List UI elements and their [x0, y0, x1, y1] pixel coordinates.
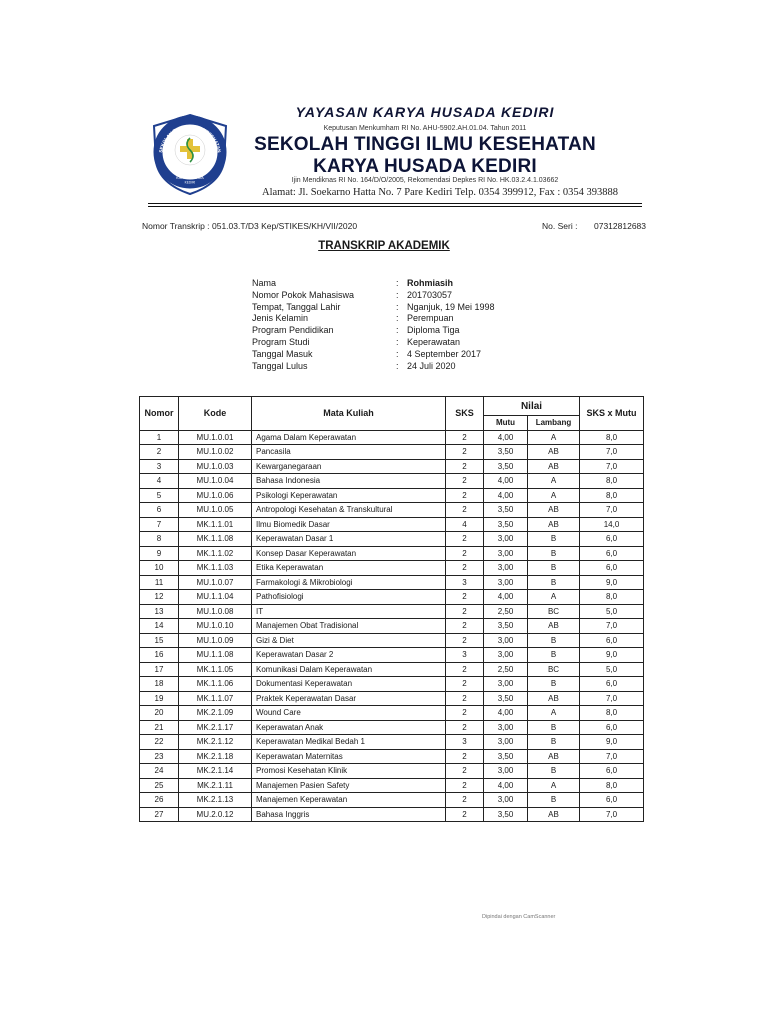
table-row: [140, 474, 644, 489]
table-row: [140, 691, 644, 706]
grade-mutu: 3,00: [484, 633, 528, 648]
table-row: [140, 561, 644, 576]
course-sks: 3: [446, 735, 484, 750]
grade-mutu: 3,00: [484, 735, 528, 750]
row-number: 10: [140, 561, 179, 576]
course-name: Agama Dalam Keperawatan: [252, 430, 446, 445]
grade-lambang: A: [528, 474, 580, 489]
colon: :: [396, 336, 399, 347]
sks-times-mutu: 6,0: [580, 764, 644, 779]
grade-mutu: 3,50: [484, 459, 528, 474]
row-number: 26: [140, 793, 179, 808]
label-entry: Tanggal Masuk: [252, 348, 313, 359]
course-sks: 2: [446, 445, 484, 460]
course-name: Kewarganegaraan: [252, 459, 446, 474]
course-sks: 2: [446, 677, 484, 692]
course-name: Keperawatan Dasar 2: [252, 648, 446, 663]
table-row: [140, 604, 644, 619]
course-sks: 2: [446, 430, 484, 445]
grade-lambang: AB: [528, 459, 580, 474]
course-name: Gizi & Diet: [252, 633, 446, 648]
sks-times-mutu: 5,0: [580, 662, 644, 677]
row-number: 3: [140, 459, 179, 474]
header-mutu: Mutu: [484, 416, 528, 431]
course-sks: 3: [446, 648, 484, 663]
student-study: Keperawatan: [407, 336, 461, 347]
table-row: [140, 445, 644, 460]
grade-mutu: 3,50: [484, 749, 528, 764]
grade-mutu: 3,00: [484, 561, 528, 576]
course-code: MK.1.1.07: [179, 691, 252, 706]
course-name: Manajemen Pasien Safety: [252, 778, 446, 793]
serial-number: 07312812683: [594, 221, 647, 231]
header-divider: [148, 203, 642, 204]
course-code: MU.1.0.04: [179, 474, 252, 489]
course-code: MU.1.1.08: [179, 648, 252, 663]
sks-times-mutu: 6,0: [580, 561, 644, 576]
course-name: Pancasila: [252, 445, 446, 460]
sks-times-mutu: 7,0: [580, 503, 644, 518]
header-nilai: Nilai: [484, 397, 580, 416]
grades-table: [139, 396, 644, 822]
grade-lambang: A: [528, 430, 580, 445]
row-number: 2: [140, 445, 179, 460]
course-sks: 2: [446, 720, 484, 735]
course-name: Keperawatan Maternitas: [252, 749, 446, 764]
row-number: 6: [140, 503, 179, 518]
row-number: 20: [140, 706, 179, 721]
course-code: MU.1.0.01: [179, 430, 252, 445]
student-name: Rohmiasih: [407, 278, 454, 288]
course-code: MK.2.1.13: [179, 793, 252, 808]
row-number: 21: [140, 720, 179, 735]
course-code: MU.1.0.06: [179, 488, 252, 503]
grade-lambang: B: [528, 546, 580, 561]
course-name: Komunikasi Dalam Keperawatan: [252, 662, 446, 677]
colon: :: [396, 360, 399, 371]
header-sks-mutu: SKS x Mutu: [580, 397, 644, 431]
grade-lambang: A: [528, 778, 580, 793]
table-row: [140, 778, 644, 793]
row-number: 16: [140, 648, 179, 663]
grade-lambang: AB: [528, 691, 580, 706]
course-name: Bahasa Inggris: [252, 807, 446, 822]
grade-mutu: 3,50: [484, 517, 528, 532]
header-course: Mata Kuliah: [252, 397, 446, 431]
course-code: MK.2.1.14: [179, 764, 252, 779]
grade-lambang: B: [528, 532, 580, 547]
sks-times-mutu: 5,0: [580, 604, 644, 619]
student-entry: 4 September 2017: [407, 348, 482, 359]
table-row: [140, 706, 644, 721]
student-gender: Perempuan: [407, 313, 454, 324]
permit-line: Ijin Mendiknas RI No. 164/D/O/2005, Rekomendasi Depkes RI No. HK.03.2.4.1.03662: [291, 177, 559, 184]
school-logo: [148, 112, 232, 196]
course-code: MK.2.1.12: [179, 735, 252, 750]
row-number: 19: [140, 691, 179, 706]
student-info-values: [407, 278, 495, 372]
grade-mutu: 4,00: [484, 430, 528, 445]
table-row: [140, 619, 644, 634]
sks-times-mutu: 14,0: [580, 517, 644, 532]
course-sks: 2: [446, 662, 484, 677]
grade-mutu: 3,50: [484, 807, 528, 822]
grade-mutu: 3,50: [484, 619, 528, 634]
course-code: MK.1.1.03: [179, 561, 252, 576]
table-row: [140, 633, 644, 648]
course-name: Keperawatan Medikal Bedah 1: [252, 735, 446, 750]
sks-times-mutu: 8,0: [580, 590, 644, 605]
grade-mutu: 3,00: [484, 764, 528, 779]
course-name: Dokumentasi Keperawatan: [252, 677, 446, 692]
sks-times-mutu: 7,0: [580, 459, 644, 474]
row-number: 4: [140, 474, 179, 489]
sks-times-mutu: 7,0: [580, 691, 644, 706]
course-code: MU.1.1.04: [179, 590, 252, 605]
course-code: MK.2.1.17: [179, 720, 252, 735]
header-sks: SKS: [446, 397, 484, 431]
grade-lambang: B: [528, 575, 580, 590]
grade-mutu: 4,00: [484, 706, 528, 721]
grade-mutu: 4,00: [484, 488, 528, 503]
colon: :: [396, 313, 399, 324]
grade-mutu: 3,50: [484, 445, 528, 460]
grade-lambang: A: [528, 706, 580, 721]
row-number: 23: [140, 749, 179, 764]
grade-mutu: 4,00: [484, 474, 528, 489]
grades-body: [140, 430, 644, 822]
transcript-number-label: Nomor Transkrip :: [142, 221, 210, 231]
sks-times-mutu: 7,0: [580, 619, 644, 634]
decree-line: Keputusan Menkumham RI No. AHU-5902.AH.01.04. Tahun 2011: [323, 125, 527, 132]
row-number: 9: [140, 546, 179, 561]
table-row: [140, 720, 644, 735]
sks-times-mutu: 9,0: [580, 648, 644, 663]
row-number: 1: [140, 430, 179, 445]
course-sks: 2: [446, 488, 484, 503]
sks-times-mutu: 6,0: [580, 532, 644, 547]
course-name: Antropologi Kesehatan & Transkultural: [252, 503, 446, 518]
label-graduation: Tanggal Lulus: [252, 360, 308, 371]
grade-lambang: AB: [528, 445, 580, 460]
course-name: Pathofisiologi: [252, 590, 446, 605]
sks-times-mutu: 8,0: [580, 488, 644, 503]
row-number: 15: [140, 633, 179, 648]
course-code: MU.1.0.03: [179, 459, 252, 474]
course-name: IT: [252, 604, 446, 619]
course-sks: 2: [446, 546, 484, 561]
label-program: Program Pendidikan: [252, 325, 334, 336]
course-sks: 2: [446, 778, 484, 793]
table-row: [140, 546, 644, 561]
course-code: MU.1.0.02: [179, 445, 252, 460]
row-number: 14: [140, 619, 179, 634]
sks-times-mutu: 6,0: [580, 677, 644, 692]
table-row: [140, 488, 644, 503]
sks-times-mutu: 8,0: [580, 474, 644, 489]
course-sks: 4: [446, 517, 484, 532]
course-code: MK.1.1.08: [179, 532, 252, 547]
row-number: 5: [140, 488, 179, 503]
table-row: [140, 793, 644, 808]
row-number: 8: [140, 532, 179, 547]
serial-number-label: No. Seri :: [542, 221, 578, 231]
grade-mutu: 3,00: [484, 546, 528, 561]
course-code: MK.1.1.02: [179, 546, 252, 561]
row-number: 22: [140, 735, 179, 750]
course-code: MK.1.1.06: [179, 677, 252, 692]
colon: :: [396, 325, 399, 336]
school-name-line1: SEKOLAH TINGGI ILMU KESEHATAN: [254, 134, 596, 155]
logo-sub2: KEDIRI: [184, 180, 196, 185]
transcript-number: 051.03.T/D3 Kep/STIKES/KH/VII/2020: [212, 221, 358, 231]
table-row: [140, 648, 644, 663]
table-row: [140, 749, 644, 764]
sks-times-mutu: 7,0: [580, 749, 644, 764]
header-divider-thin: [148, 206, 642, 207]
grade-mutu: 3,50: [484, 503, 528, 518]
grade-lambang: AB: [528, 619, 580, 634]
table-row: [140, 575, 644, 590]
table-row: [140, 807, 644, 822]
course-code: MU.1.0.10: [179, 619, 252, 634]
course-name: Praktek Keperawatan Dasar: [252, 691, 446, 706]
document-title: TRANSKRIP AKADEMIK: [318, 240, 450, 252]
sks-times-mutu: 6,0: [580, 793, 644, 808]
header-lambang: Lambang: [528, 416, 580, 431]
course-code: MK.1.1.05: [179, 662, 252, 677]
address-line: Alamat: Jl. Soekarno Hatta No. 7 Pare Kediri Telp. 0354 399912, Fax : 0354 393888: [262, 187, 619, 198]
table-row: [140, 590, 644, 605]
logo-sub1: KARYA HUSADA: [176, 176, 204, 180]
course-code: MU.1.0.08: [179, 604, 252, 619]
grade-mutu: 3,00: [484, 648, 528, 663]
header-no: Nomor: [140, 397, 179, 431]
grade-mutu: 4,00: [484, 778, 528, 793]
course-name: Bahasa Indonesia: [252, 474, 446, 489]
row-number: 12: [140, 590, 179, 605]
school-name-line2: KARYA HUSADA KEDIRI: [313, 156, 537, 177]
row-number: 11: [140, 575, 179, 590]
table-row: [140, 430, 644, 445]
row-number: 18: [140, 677, 179, 692]
foundation-name: YAYASAN KARYA HUSADA KEDIRI: [295, 104, 555, 120]
sks-times-mutu: 8,0: [580, 778, 644, 793]
table-row: [140, 662, 644, 677]
table-row: [140, 517, 644, 532]
course-code: MK.2.1.18: [179, 749, 252, 764]
grade-lambang: AB: [528, 517, 580, 532]
sks-times-mutu: 9,0: [580, 575, 644, 590]
grade-mutu: 2,50: [484, 662, 528, 677]
grade-lambang: B: [528, 561, 580, 576]
table-row: [140, 764, 644, 779]
label-birth: Tempat, Tanggal Lahir: [252, 301, 341, 312]
row-number: 25: [140, 778, 179, 793]
course-code: MU.2.0.12: [179, 807, 252, 822]
course-sks: 2: [446, 706, 484, 721]
student-info-labels: [252, 278, 354, 372]
course-sks: 2: [446, 633, 484, 648]
grade-mutu: 4,00: [484, 590, 528, 605]
sks-times-mutu: 9,0: [580, 735, 644, 750]
colon: :: [396, 301, 399, 312]
course-name: Farmakologi & Mikrobiologi: [252, 575, 446, 590]
course-sks: 2: [446, 474, 484, 489]
row-number: 13: [140, 604, 179, 619]
label-name: Nama: [252, 278, 277, 288]
grade-lambang: B: [528, 720, 580, 735]
scanner-watermark: Dipindai dengan CamScanner: [482, 914, 556, 920]
sks-times-mutu: 8,0: [580, 706, 644, 721]
grade-mutu: 3,00: [484, 793, 528, 808]
course-sks: 2: [446, 764, 484, 779]
grade-mutu: 3,00: [484, 575, 528, 590]
colon: :: [396, 289, 399, 300]
course-name: Manajemen Keperawatan: [252, 793, 446, 808]
table-row: [140, 532, 644, 547]
course-name: Etika Keperawatan: [252, 561, 446, 576]
student-info-colons: [396, 278, 399, 372]
course-code: MK.1.1.01: [179, 517, 252, 532]
course-sks: 2: [446, 503, 484, 518]
course-name: Wound Care: [252, 706, 446, 721]
course-sks: 2: [446, 619, 484, 634]
course-name: Promosi Kesehatan Klinik: [252, 764, 446, 779]
grade-lambang: B: [528, 735, 580, 750]
course-sks: 2: [446, 749, 484, 764]
row-number: 24: [140, 764, 179, 779]
table-row: [140, 735, 644, 750]
course-sks: 3: [446, 575, 484, 590]
grade-lambang: B: [528, 764, 580, 779]
course-code: MK.2.1.11: [179, 778, 252, 793]
course-name: Psikologi Keperawatan: [252, 488, 446, 503]
sks-times-mutu: 6,0: [580, 546, 644, 561]
course-name: Keperawatan Anak: [252, 720, 446, 735]
course-sks: 2: [446, 561, 484, 576]
sks-times-mutu: 8,0: [580, 430, 644, 445]
table-row: [140, 459, 644, 474]
grade-lambang: A: [528, 488, 580, 503]
grade-lambang: B: [528, 793, 580, 808]
table-row: [140, 503, 644, 518]
grade-lambang: AB: [528, 749, 580, 764]
sks-times-mutu: 7,0: [580, 445, 644, 460]
label-study: Program Studi: [252, 336, 310, 347]
grade-mutu: 3,50: [484, 691, 528, 706]
sks-times-mutu: 6,0: [580, 720, 644, 735]
course-code: MU.1.0.07: [179, 575, 252, 590]
grade-mutu: 2,50: [484, 604, 528, 619]
course-code: MU.1.0.09: [179, 633, 252, 648]
course-sks: 2: [446, 590, 484, 605]
grade-lambang: BC: [528, 604, 580, 619]
row-number: 27: [140, 807, 179, 822]
grade-lambang: AB: [528, 807, 580, 822]
student-program: Diploma Tiga: [407, 325, 460, 336]
student-birth: Nganjuk, 19 Mei 1998: [407, 301, 495, 312]
row-number: 7: [140, 517, 179, 532]
grade-mutu: 3,00: [484, 720, 528, 735]
logo-arc-text: SEKOLAH TINGGI ILMU KESEHATAN: [158, 123, 222, 154]
course-name: Manajemen Obat Tradisional: [252, 619, 446, 634]
header-code: Kode: [179, 397, 252, 431]
course-code: MK.2.1.09: [179, 706, 252, 721]
row-number: 17: [140, 662, 179, 677]
label-nim: Nomor Pokok Mahasiswa: [252, 289, 355, 300]
grade-mutu: 3,00: [484, 677, 528, 692]
grade-lambang: A: [528, 590, 580, 605]
sks-times-mutu: 7,0: [580, 807, 644, 822]
course-sks: 2: [446, 793, 484, 808]
course-sks: 2: [446, 807, 484, 822]
grade-lambang: BC: [528, 662, 580, 677]
colon: :: [396, 348, 399, 359]
course-sks: 2: [446, 532, 484, 547]
label-gender: Jenis Kelamin: [252, 313, 309, 324]
table-row: [140, 677, 644, 692]
course-sks: 2: [446, 459, 484, 474]
student-nim: 201703057: [407, 289, 453, 300]
grade-lambang: B: [528, 677, 580, 692]
sks-times-mutu: 6,0: [580, 633, 644, 648]
course-name: Ilmu Biomedik Dasar: [252, 517, 446, 532]
course-name: Keperawatan Dasar 1: [252, 532, 446, 547]
student-graduation: 24 Juli 2020: [407, 360, 456, 371]
grade-mutu: 3,00: [484, 532, 528, 547]
course-sks: 2: [446, 604, 484, 619]
grade-lambang: AB: [528, 503, 580, 518]
colon: :: [396, 278, 399, 288]
course-name: Konsep Dasar Keperawatan: [252, 546, 446, 561]
grade-lambang: B: [528, 633, 580, 648]
grade-lambang: B: [528, 648, 580, 663]
course-sks: 2: [446, 691, 484, 706]
logo-name: STIKES: [173, 165, 207, 175]
course-code: MU.1.0.05: [179, 503, 252, 518]
